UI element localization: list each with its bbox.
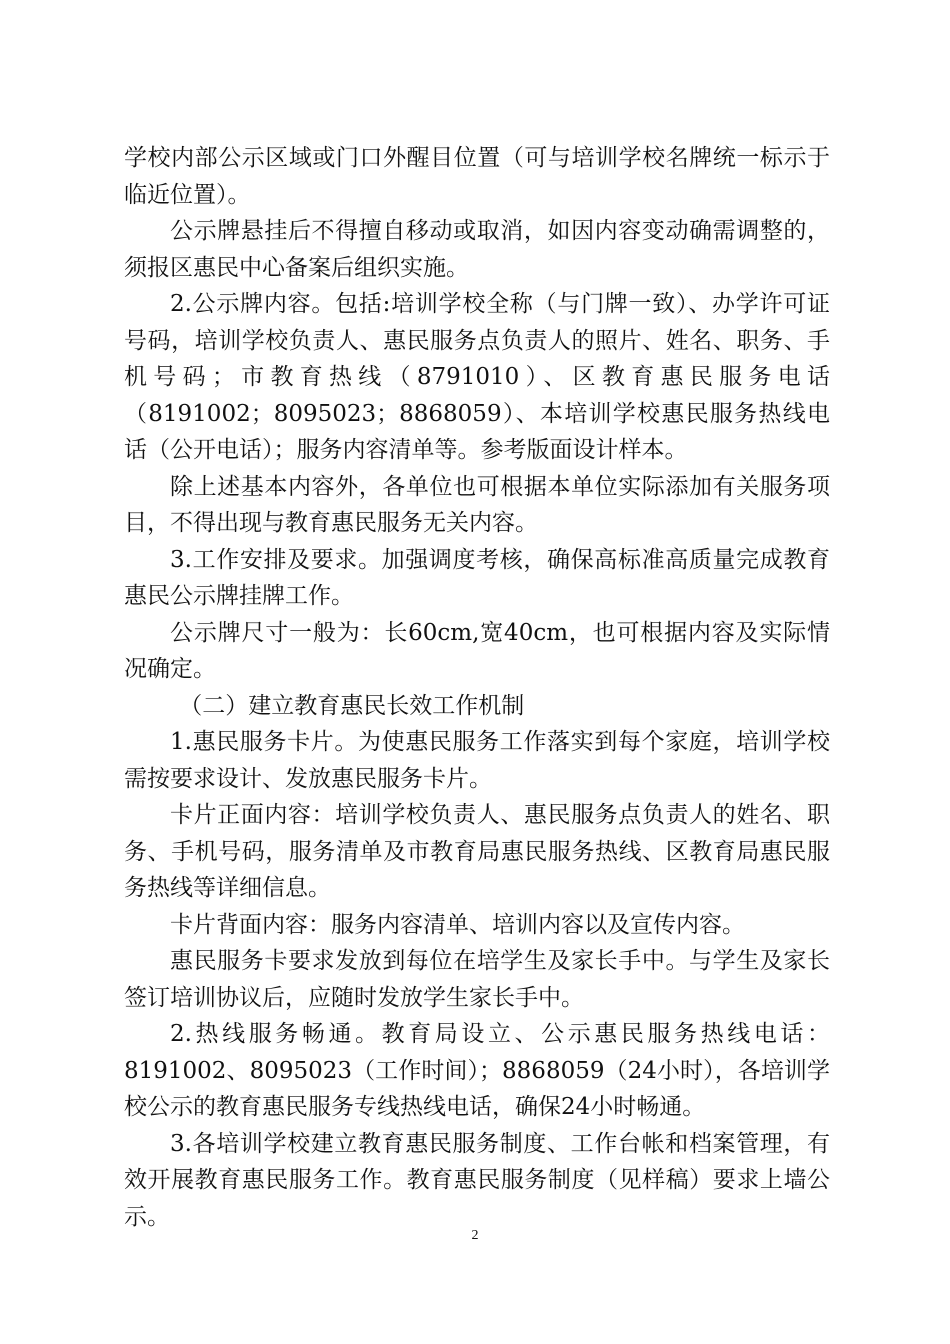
paragraph-extra-content: 除上述基本内容外，各单位也可根据本单位实际添加有关服务项目，不得出现与教育惠民服务无关内容。: [124, 473, 830, 536]
paragraph-notice-location: 学校内部公示区域或门口外醒目位置（可与培训学校名牌统一标示于临近位置）。: [124, 145, 830, 208]
paragraph-service-system: 3.各培训学校建立教育惠民服务制度、工作台帐和档案管理，有效开展教育惠民服务工作。教育惠民服务制度（见样稿）要求上墙公示。: [124, 1130, 830, 1230]
paragraph-card-front: 卡片正面内容：培训学校负责人、惠民服务点负责人的姓名、职务、手机号码，服务清单及市教育局惠民服务热线、区教育局惠民服务热线等详细信息。: [124, 802, 830, 901]
section-heading: （二）建立教育惠民长效工作机制: [179, 692, 525, 719]
document-body: [124, 140, 830, 1235]
paragraph-notice-fixed: 公示牌悬挂后不得擅自移动或取消，如因内容变动确需调整的，须报区惠民中心备案后组织实施。: [124, 218, 830, 281]
paragraph-hotline: 2.热线服务畅通。教育局设立、公示惠民服务热线电话：8191002、8095023（工作时间）；8868059（24小时），各培训学校公示的教育惠民服务专线热线电话，确保24小时畅通。: [124, 1021, 830, 1120]
page-number: 2: [471, 1228, 479, 1243]
paragraph-notice-content: 2.公示牌内容。包括:培训学校全称（与门牌一致）、办学许可证号码，培训学校负责人、惠民服务点负责人的照片、姓名、职务、手机号码；市教育热线（8791010）、区教育惠民服务电话（8191002；8095023；8868059）、本培训学校惠民服务热线电话（公开电话）；服务内容清单等。参考版面设计样本。: [124, 291, 830, 463]
paragraph-card-distribution: 惠民服务卡要求发放到每位在培学生及家长手中。与学生及家长签订培训协议后，应随时发放学生家长手中。: [124, 948, 830, 1011]
paragraph-card-back: 卡片背面内容：服务内容清单、培训内容以及宣传内容。: [170, 911, 745, 938]
paragraph-service-card: 1.惠民服务卡片。为使惠民服务工作落实到每个家庭，培训学校需按要求设计、发放惠民服务卡片。: [124, 729, 830, 792]
paragraph-work-arrangement: 3.工作安排及要求。加强调度考核，确保高标准高质量完成教育惠民公示牌挂牌工作。: [124, 546, 830, 609]
paragraph-notice-size: 公示牌尺寸一般为：长60cm,宽40cm，也可根据内容及实际情况确定。: [124, 619, 830, 682]
